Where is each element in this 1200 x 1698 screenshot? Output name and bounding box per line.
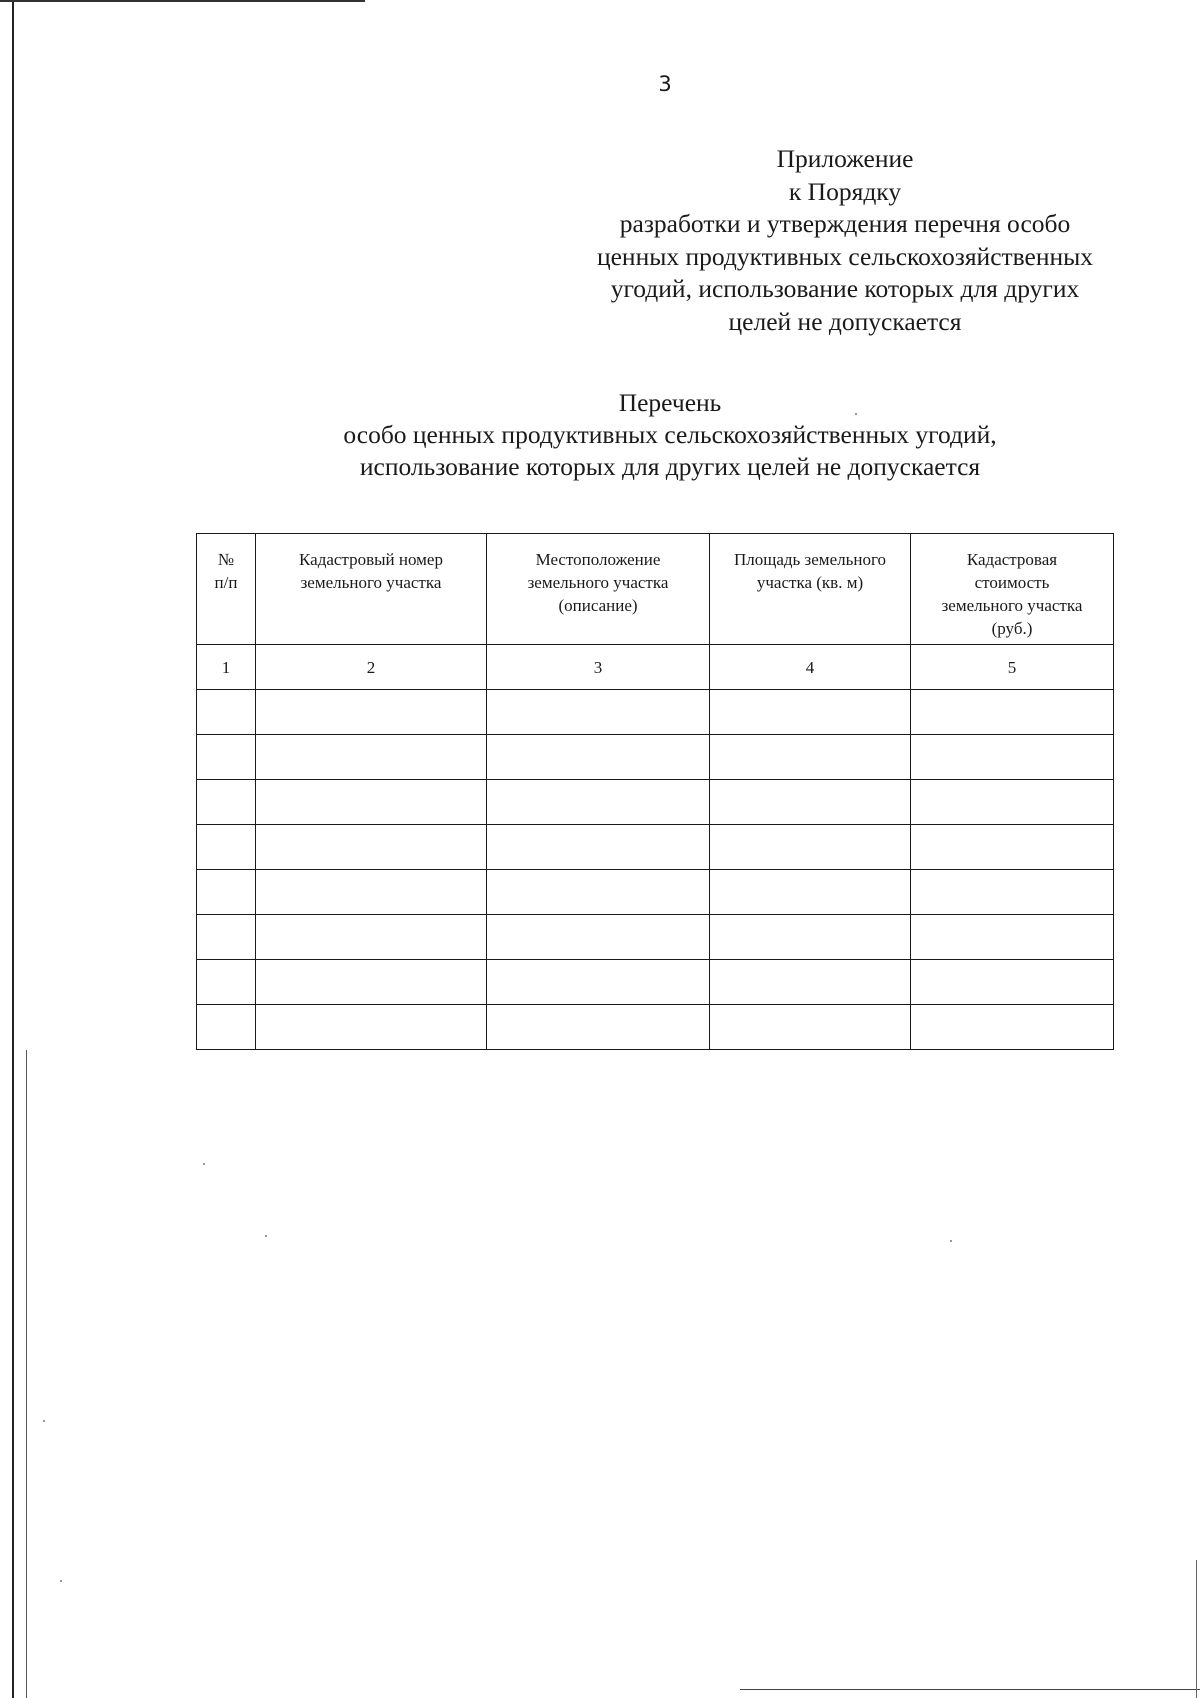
appendix-line: угодий, использование которых для других (610, 274, 1080, 303)
table-cell (487, 915, 710, 960)
scan-speck (203, 1163, 205, 1165)
scan-edge-left-inner (26, 1050, 27, 1698)
appendix-line: Приложение (776, 144, 914, 173)
table-cell (710, 1005, 911, 1050)
table-row (197, 915, 1114, 960)
table-cell (197, 780, 256, 825)
table-cell (256, 1005, 487, 1050)
title-line: использование которых для других целей не допускается (359, 452, 981, 481)
scan-edge-right (1196, 1560, 1197, 1698)
table-row (197, 870, 1114, 915)
header-cell-location: Местоположение земельного участка (описание) (487, 534, 710, 645)
table-cell (487, 735, 710, 780)
table-cell (710, 735, 911, 780)
table-cell (256, 960, 487, 1005)
scan-edge-bottom (740, 1689, 1200, 1690)
table-cell (710, 690, 911, 735)
header-cell-number: № п/п (197, 534, 256, 645)
table-cell (911, 780, 1114, 825)
table-row (197, 960, 1114, 1005)
table-cell (911, 915, 1114, 960)
table-cell (487, 1005, 710, 1050)
table-cell (710, 960, 911, 1005)
table-cell (487, 780, 710, 825)
scan-speck (950, 1240, 952, 1242)
table-cell (710, 780, 911, 825)
table-row (197, 735, 1114, 780)
table-cell (197, 870, 256, 915)
table-cell (487, 825, 710, 870)
column-index-cell: 2 (256, 645, 487, 690)
table-cell (911, 870, 1114, 915)
appendix-line: разработки и утверждения перечня особо (619, 209, 1071, 238)
header-cell-cadastral-number: Кадастровый номер земельного участка (256, 534, 487, 645)
table-cell (911, 1005, 1114, 1050)
document-title (250, 387, 1090, 483)
table-cell (256, 735, 487, 780)
scan-speck (265, 1235, 267, 1237)
table-cell (911, 735, 1114, 780)
table-cell (710, 915, 911, 960)
table-cell (710, 870, 911, 915)
scan-speck (60, 1580, 62, 1582)
column-index-cell: 1 (197, 645, 256, 690)
appendix-line: к Порядку (788, 176, 902, 206)
column-index-cell: 4 (710, 645, 911, 690)
page-number: 3 (658, 72, 672, 96)
table-header-row (197, 534, 1114, 645)
table-cell (487, 960, 710, 1005)
table-cell (487, 690, 710, 735)
table-cell (197, 960, 256, 1005)
table-cell (197, 690, 256, 735)
table-cell (197, 735, 256, 780)
table-cell (256, 690, 487, 735)
table-cell (197, 915, 256, 960)
table-cell (911, 960, 1114, 1005)
scan-speck (43, 1420, 45, 1422)
header-cell-cadastral-value: Кадастровая стоимость земельного участка (руб.) (911, 534, 1114, 645)
title-heading: Перечень (618, 388, 722, 417)
column-index-cell: 5 (911, 645, 1114, 690)
table-cell (256, 825, 487, 870)
scan-edge-left (12, 0, 14, 1698)
table-row (197, 1005, 1114, 1050)
table-row (197, 780, 1114, 825)
column-index-row (197, 645, 1114, 690)
appendix-line: ценных продуктивных сельскохозяйственных (596, 241, 1094, 271)
table-row (197, 690, 1114, 735)
table-cell (710, 825, 911, 870)
appendix-block (540, 143, 1150, 338)
table-cell (197, 1005, 256, 1050)
scan-edge-top (0, 0, 365, 2)
table-cell (256, 915, 487, 960)
header-cell-area: Площадь земельного участка (кв. м) (710, 534, 911, 645)
table-row (197, 825, 1114, 870)
column-index-cell: 3 (487, 645, 710, 690)
title-line: особо ценных продуктивных сельскохозяйственных угодий, (343, 420, 997, 449)
table-cell (911, 690, 1114, 735)
table-cell (911, 825, 1114, 870)
appendix-line: целей не допускается (728, 306, 962, 336)
table-cell (487, 870, 710, 915)
table-cell (256, 870, 487, 915)
land-plots-table (196, 533, 1114, 1050)
table-cell (256, 780, 487, 825)
table-cell (197, 825, 256, 870)
